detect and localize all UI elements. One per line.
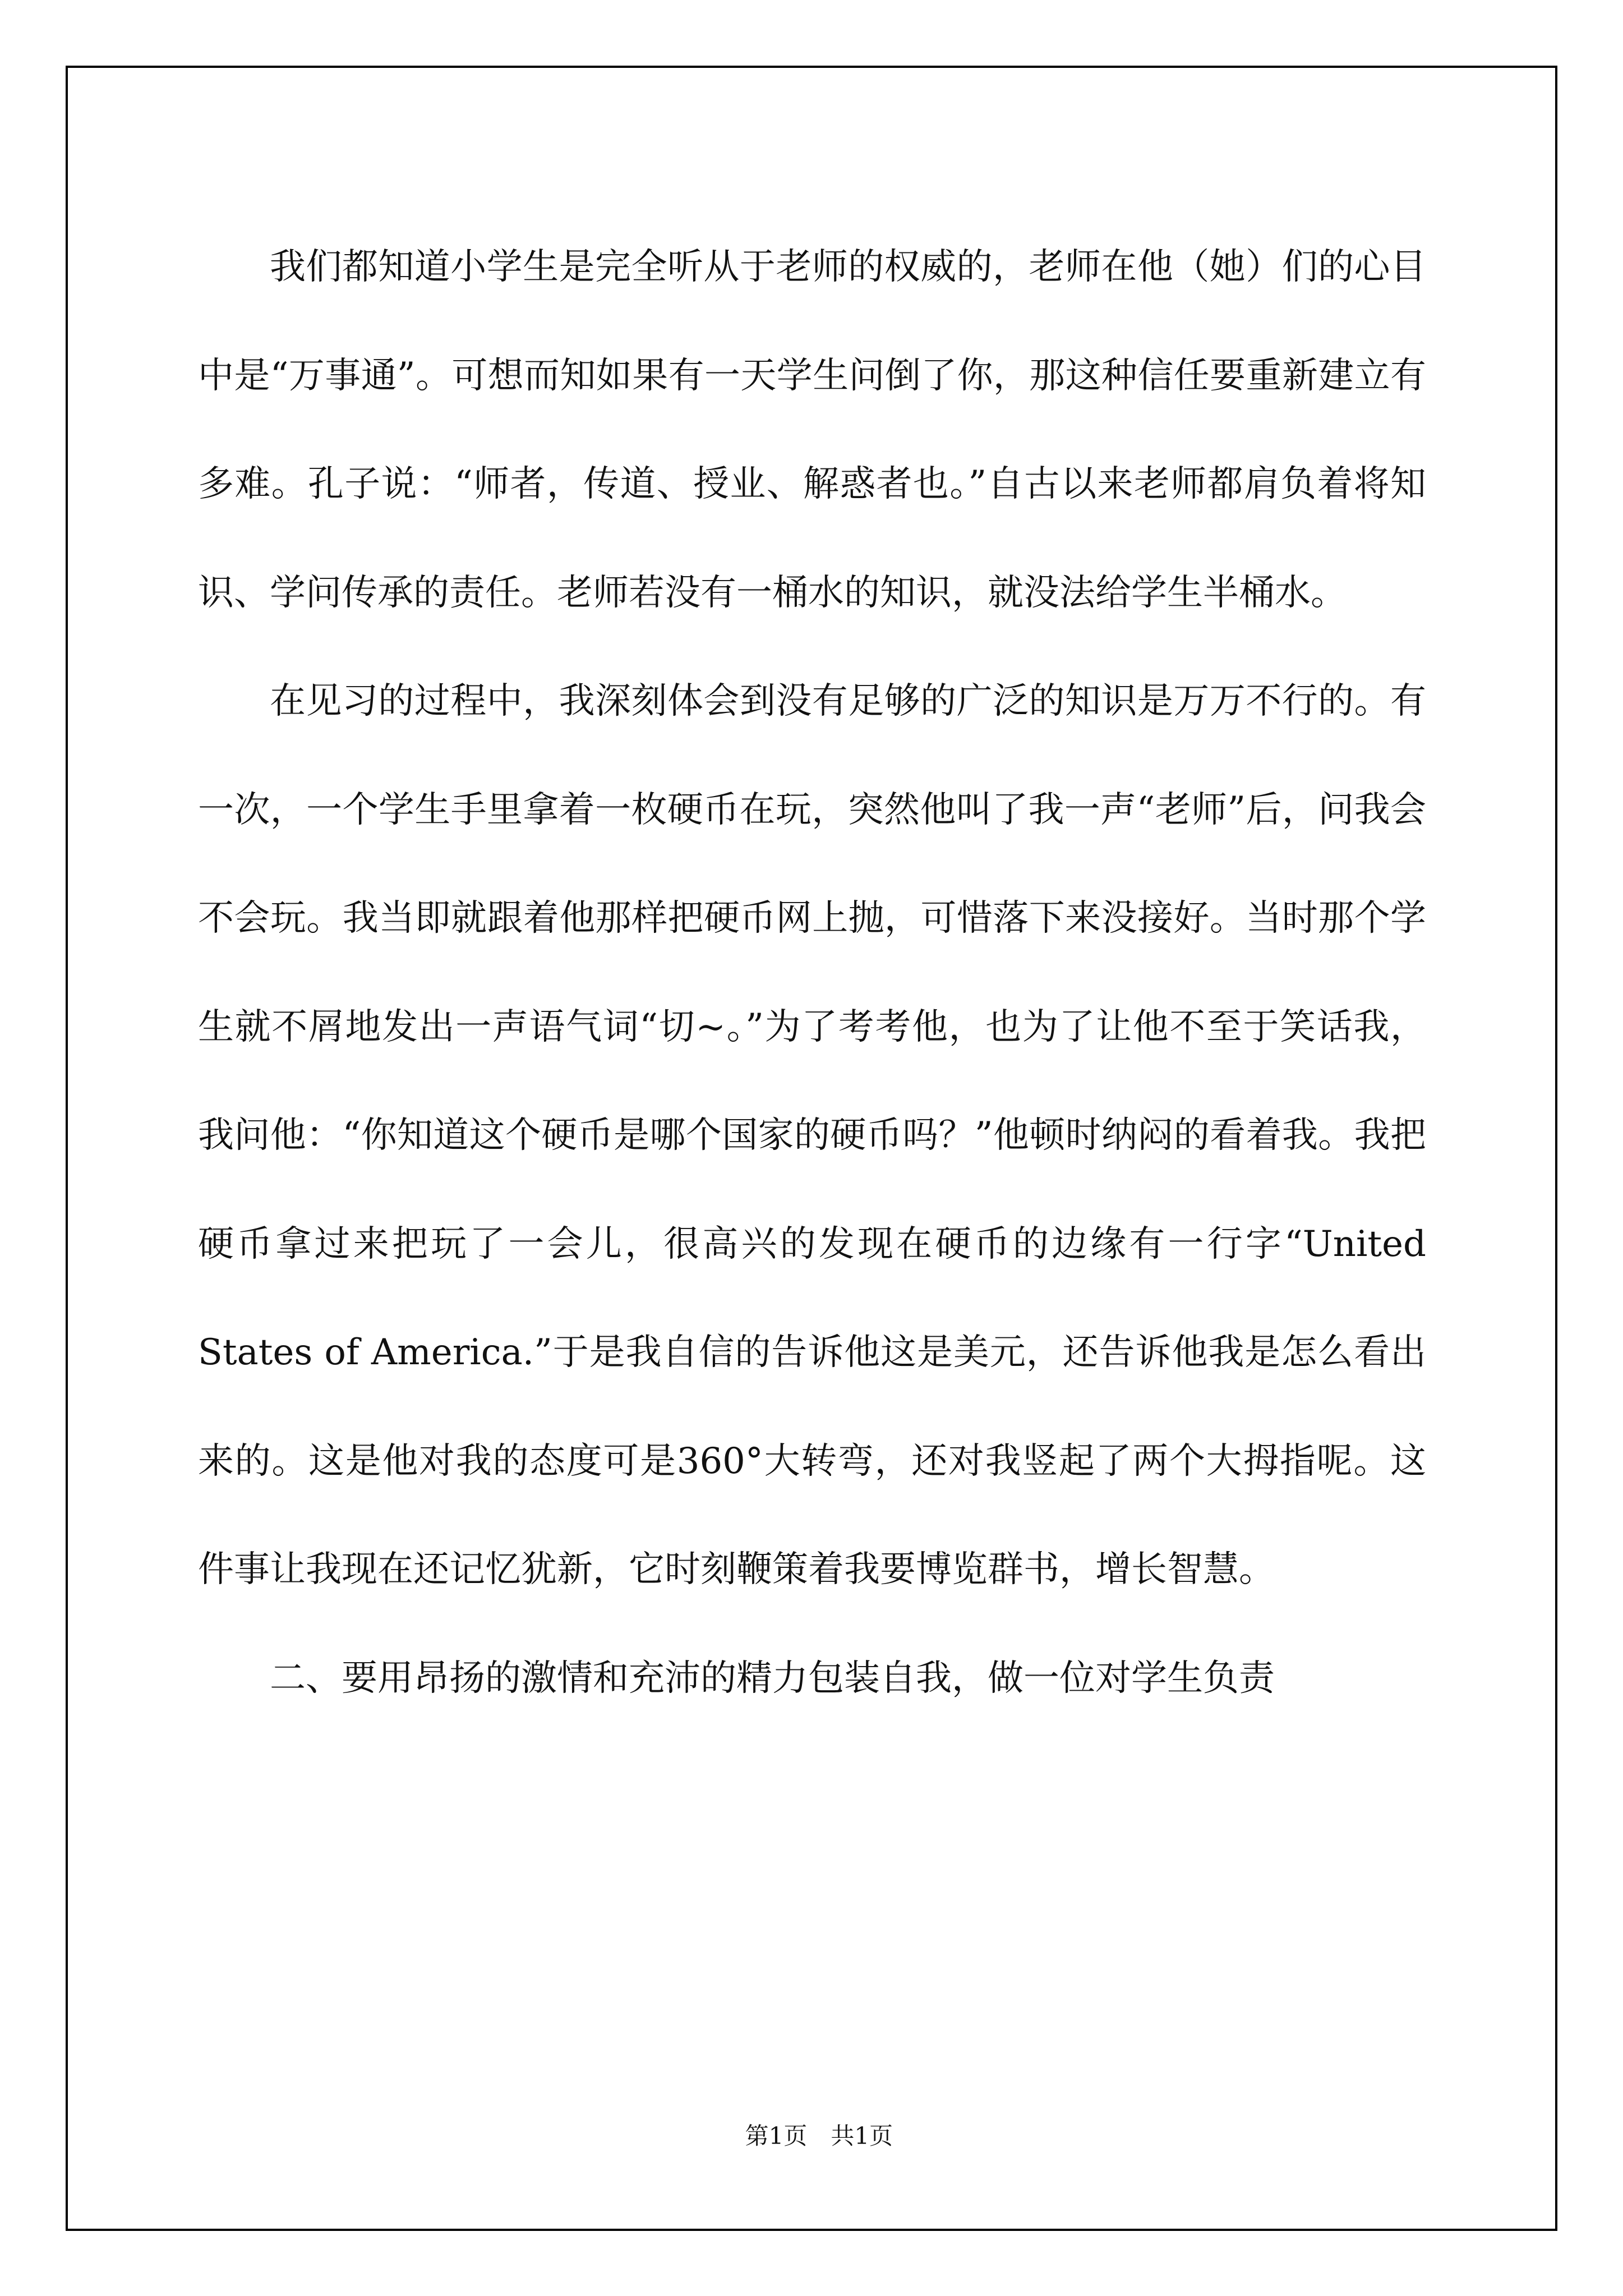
page-footer [0,2090,1623,2151]
page-total: 共1页 [831,2122,893,2150]
paragraph-authority: 我们都知道小学生是完全听从于老师的权威的，老师在他（她）们的心目中是“万事通”。可想而知如果有一天学生问倒了你，那这种信任要重新建立有多难。孔子说：“师者，传道、授业、解惑者也。”自古以来老师都肩负着将知识、学问传承的责任。老师若没有一桶水的知识，就没法给学生半桶水。 [198,246,1426,614]
paragraph-coin-story: 在见习的过程中，我深刻体会到没有足够的广泛的知识是万万不行的。有一次，一个学生手里拿着一枚硬币在玩，突然他叫了我一声“老师”后，问我会不会玩。我当即就跟着他那样把硬币网上抛，可惜落下来没接好。当时那个学生就不屑地发出一声语气词“切~。”为了考考他，也为了让他不至于笑话我，我问他：“你知道这个硬币是哪个国家的硬币吗？”他顿时纳闷的看着我。我把硬币拿过来把玩了一会儿，很高兴的发现在硬币的边缘有一行字“United States of America.”于是我自信的告诉他这是美元，还告诉他我是怎么看出来的。这是他对我的态度可是360°大转弯，还对我竖起了两个大拇指呢。这件事让我现在还记忆犹新，它时刻鞭策着我要博览群书，增长智慧。 [198,680,1426,1590]
document-body [198,213,1426,1733]
paragraph-section-two-heading: 二、要用昂扬的激情和充沛的精力包装自我，做一位对学生负责 [270,1657,1275,1699]
page-number: 第1页 [745,2122,808,2150]
